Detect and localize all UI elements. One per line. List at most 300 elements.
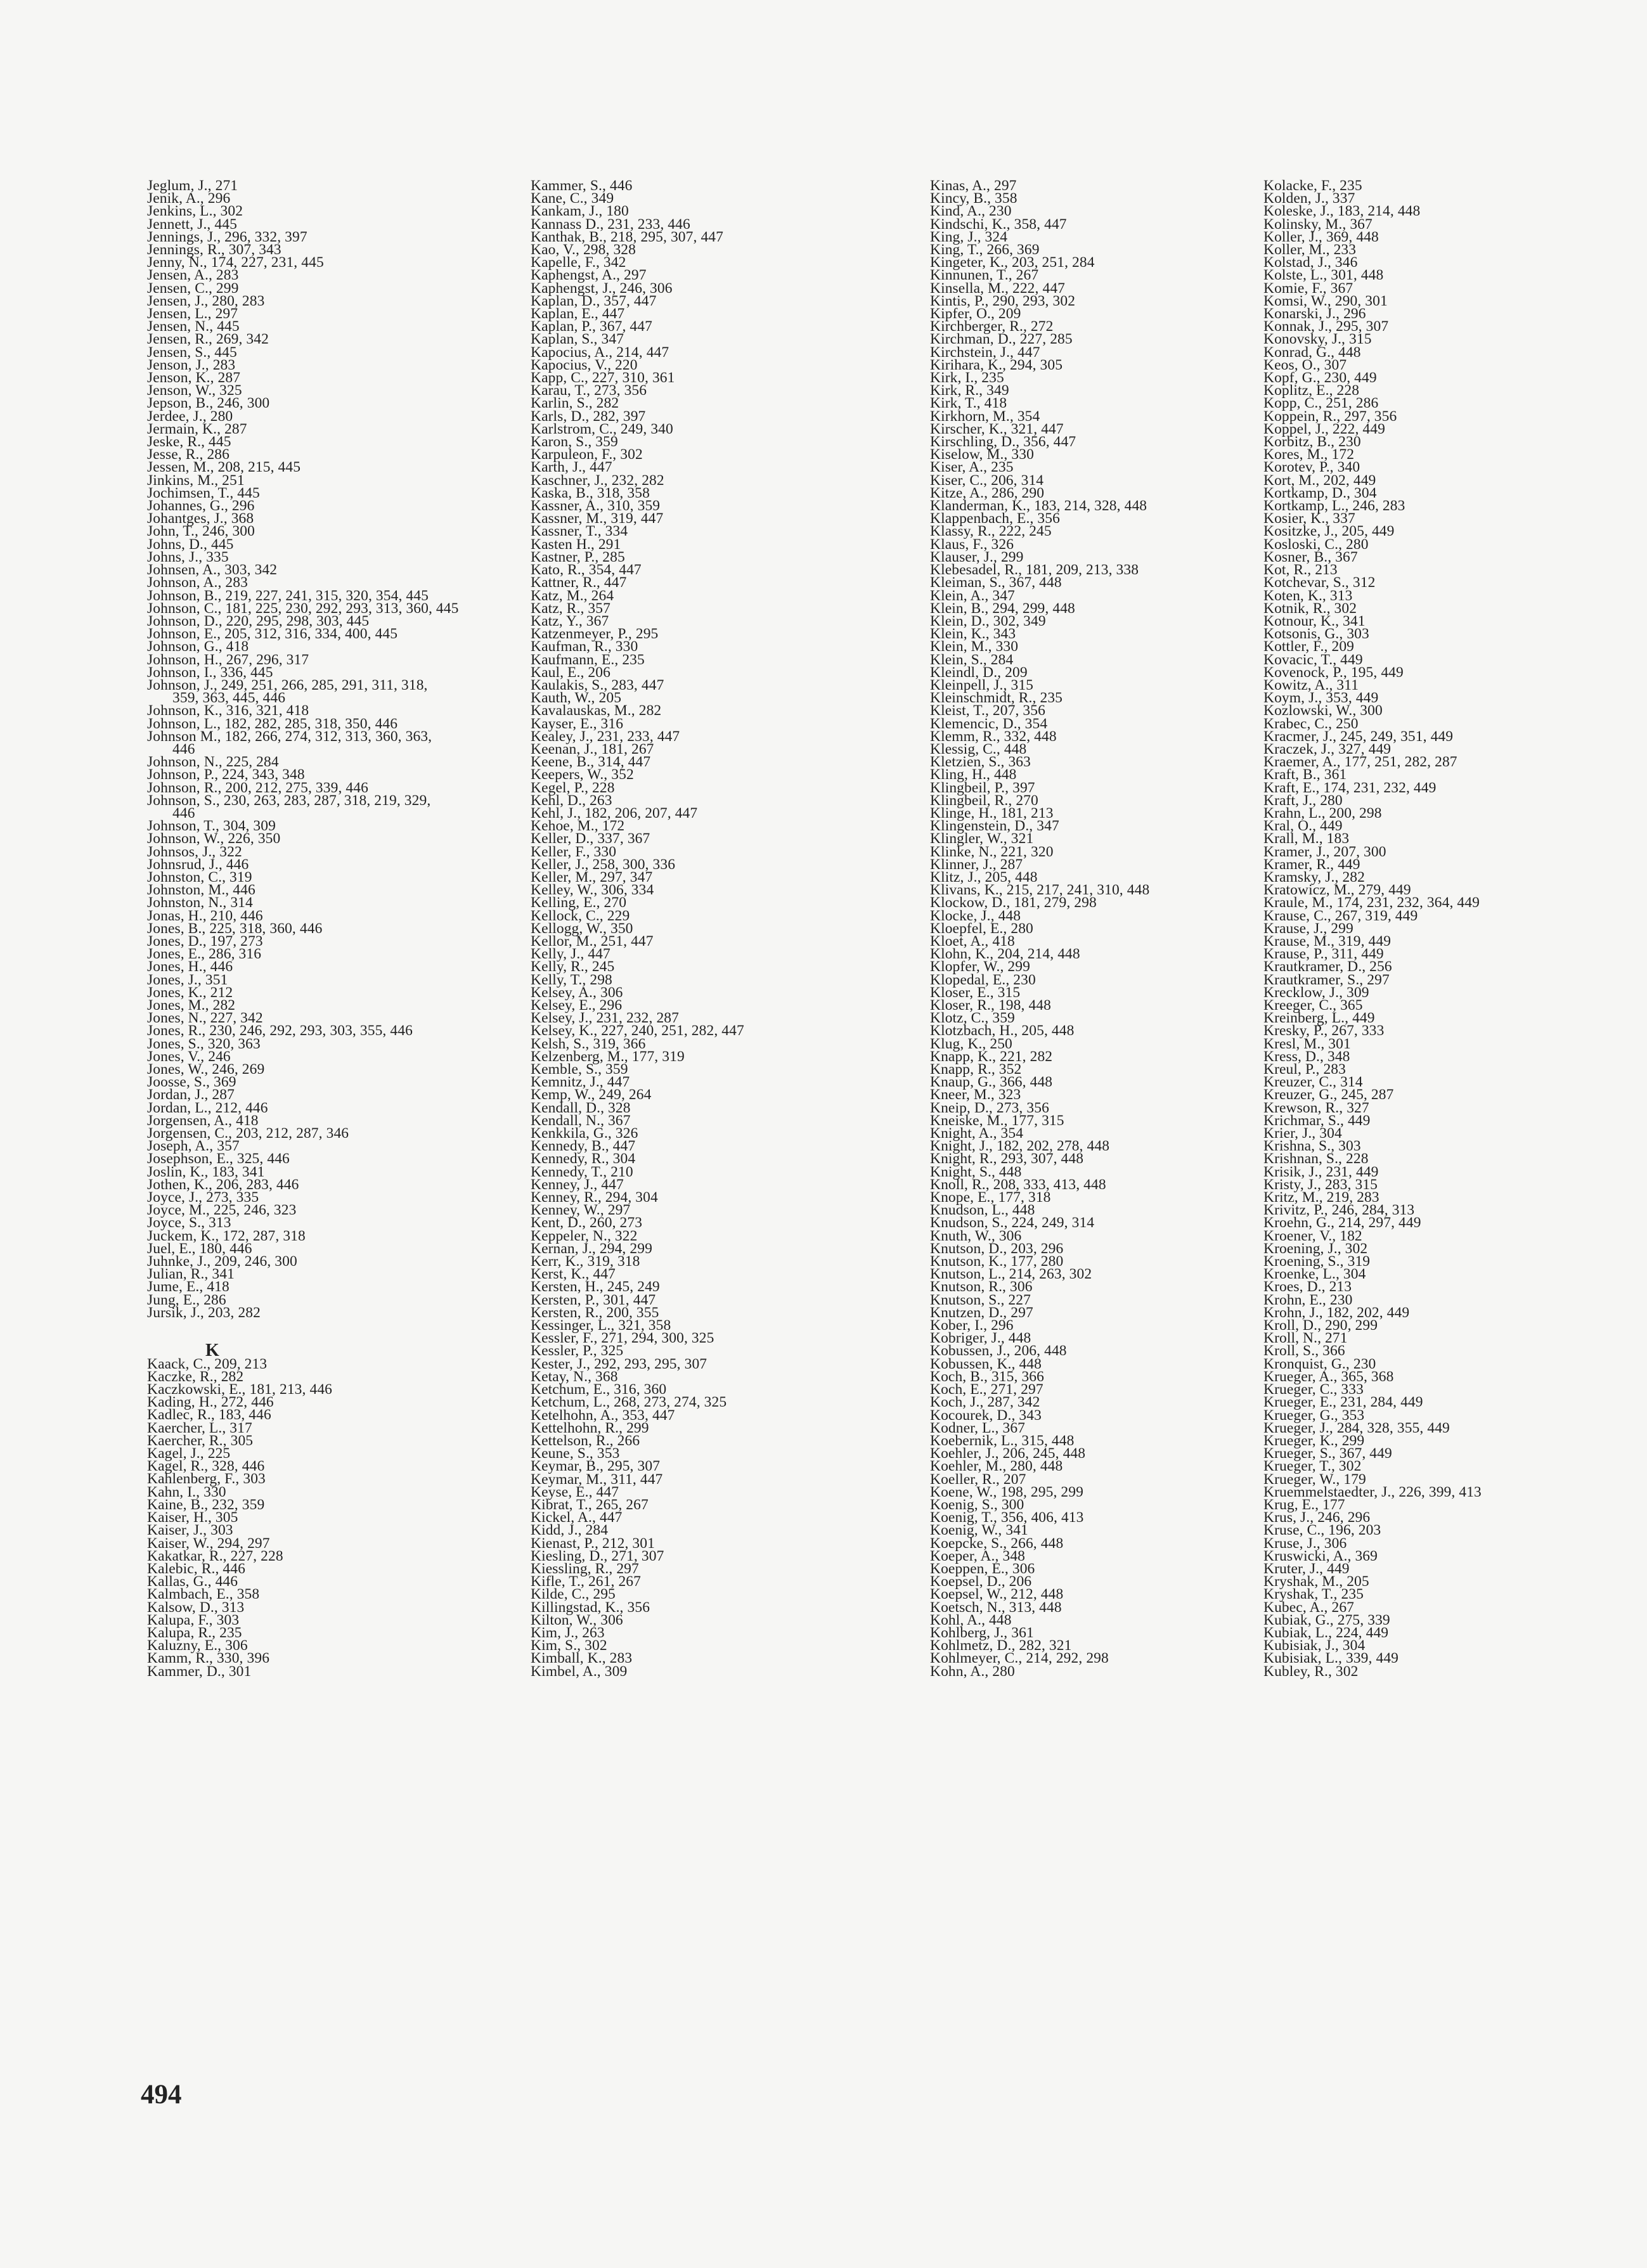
index-entry: Koch, E., 271, 297 (930, 1381, 1043, 1398)
index-entry: Jensen, L., 297 (147, 306, 238, 323)
index-entry: Kettelson, R., 266 (531, 1432, 640, 1449)
index-entry: Kositzke, J., 205, 449 (1263, 523, 1395, 540)
index-entry: Jerdee, J., 280 (147, 408, 233, 425)
index-entry: Johnson M., 182, 266, 274, 312, 313, 360, 363, (147, 728, 432, 745)
index-entry: Kiser, C., 206, 314 (930, 472, 1044, 489)
index-entry: Kapelle, F., 342 (531, 254, 626, 271)
index-entry: Kraule, M., 174, 231, 232, 364, 449 (1263, 894, 1480, 912)
index-entry: Killingstad, K., 356 (531, 1599, 650, 1616)
index-entry: Kramer, J., 207, 300 (1263, 843, 1386, 860)
index-entry: Kopp, C., 251, 286 (1263, 395, 1379, 412)
index-entry: Kraft, J., 280 (1263, 792, 1343, 809)
index-entry: Kopf, G., 230, 449 (1263, 370, 1377, 387)
index-entry: Kiselow, M., 330 (930, 446, 1034, 463)
index-entry: Krause, J., 299 (1263, 920, 1353, 937)
index-entry: Knight, A., 354 (930, 1125, 1024, 1142)
index-entry: Kolacke, F., 235 (1263, 177, 1362, 194)
index-entry: Knudson, S., 224, 249, 314 (930, 1215, 1095, 1232)
index-entry: Julian, R., 341 (147, 1266, 235, 1283)
index-entry: Koehler, M., 280, 448 (930, 1458, 1063, 1475)
index-entry: Keller, D., 337, 367 (531, 830, 650, 847)
index-entry: Kellock, C., 229 (531, 907, 630, 924)
index-entry: Krueger, W., 179 (1263, 1471, 1366, 1488)
index-entry: Koepsel, W., 212, 448 (930, 1586, 1064, 1603)
index-entry: Kahn, I., 330 (147, 1483, 226, 1500)
index-entry: Kohlmeyer, C., 214, 292, 298 (930, 1650, 1109, 1667)
index-entry: Kresky, P., 267, 333 (1263, 1022, 1385, 1040)
index-entry: Kubec, A., 267 (1263, 1599, 1355, 1616)
index-entry: Koenig, W., 341 (930, 1522, 1028, 1539)
index-entry: Kagel, R., 328, 446 (147, 1458, 265, 1475)
index-entry: Knaup, G., 366, 448 (930, 1074, 1053, 1091)
index-entry: Knutson, K., 177, 280 (930, 1253, 1064, 1270)
index-entry: Kloser, R., 198, 448 (930, 997, 1052, 1014)
index-entry: Keenan, J., 181, 267 (531, 740, 654, 757)
index-entry: Johnson, B., 219, 227, 241, 315, 320, 354, 445 (147, 587, 429, 604)
index-entry: Krug, E., 177 (1263, 1496, 1345, 1513)
index-entry: Kickel, A., 447 (531, 1509, 623, 1526)
index-entry: Jung, E., 286 (147, 1291, 226, 1308)
index-entry: Joyce, S., 313 (147, 1215, 231, 1232)
index-entry: Kapocius, A., 214, 447 (531, 344, 669, 361)
index-entry: Jochimsen, T., 445 (147, 484, 260, 501)
index-entry: Kohlberg, J., 361 (930, 1624, 1034, 1641)
index-entry: Koller, J., 369, 448 (1263, 228, 1379, 245)
index-entry: Jensen, J., 280, 283 (147, 292, 265, 309)
index-entry: Klocke, J., 448 (930, 907, 1021, 924)
index-entry: Kober, I., 296 (930, 1317, 1014, 1334)
index-entry: Komsi, W., 290, 301 (1263, 292, 1388, 309)
index-entry: Kneip, D., 273, 356 (930, 1099, 1049, 1116)
index-entry: Kaul, E., 206 (531, 664, 610, 681)
index-entry: Jones, K., 212 (147, 984, 233, 1001)
index-entry: Kerst, K., 447 (531, 1266, 616, 1283)
index-entry: Johnsrud, J., 446 (147, 856, 249, 873)
index-entry: Kelsey, K., 227, 240, 251, 282, 447 (531, 1022, 744, 1040)
index-entry: Kaplan, D., 357, 447 (531, 292, 657, 309)
index-entry: Knudson, L., 448 (930, 1202, 1035, 1219)
index-entry: Kagel, J., 225 (147, 1445, 231, 1462)
index-entry: Kilde, C., 295 (531, 1586, 616, 1603)
index-entry: Jenson, J., 283 (147, 356, 236, 373)
index-entry: Koten, K., 313 (1263, 587, 1353, 604)
index-entry: Kernan, J., 294, 299 (531, 1240, 652, 1257)
index-entry: Kotnik, R., 302 (1263, 600, 1357, 617)
index-entry: Kallas, G., 446 (147, 1573, 238, 1590)
index-entry: Kroes, D., 213 (1263, 1279, 1352, 1296)
index-entry: Koenig, T., 356, 406, 413 (930, 1509, 1084, 1526)
index-entry: Kosier, K., 337 (1263, 510, 1355, 527)
index-entry: Jones, N., 227, 342 (147, 1010, 263, 1027)
index-entry: Johnson, P., 224, 343, 348 (147, 766, 305, 783)
index-entry: Kosner, B., 367 (1263, 548, 1358, 565)
index-entry: Koeppen, E., 306 (930, 1560, 1035, 1577)
index-column-4 (1263, 179, 1628, 1678)
index-entry: Joosse, S., 369 (147, 1074, 236, 1091)
index-entry: Kessler, F., 271, 294, 300, 325 (531, 1330, 714, 1347)
index-entry: Kirchberger, R., 272 (930, 318, 1054, 335)
index-entry: Kemp, W., 249, 264 (531, 1086, 652, 1104)
index-entry: Kellor, M., 251, 447 (531, 932, 654, 950)
index-entry: Knapp, R., 352 (930, 1061, 1022, 1078)
index-entry: Kaiser, H., 305 (147, 1509, 238, 1526)
index-entry: Joyce, J., 273, 335 (147, 1189, 259, 1206)
index-entry: Kreul, P., 283 (1263, 1061, 1346, 1078)
index-entry: Keller, J., 258, 300, 336 (531, 856, 676, 873)
index-entry: Kratowicz, M., 279, 449 (1263, 882, 1411, 899)
index-entry: Jenik, A., 296 (147, 190, 231, 207)
index-entry: Jones, W., 246, 269 (147, 1061, 265, 1078)
index-entry: Korbitz, B., 230 (1263, 434, 1361, 451)
index-entry: Kirk, I., 235 (930, 370, 1004, 387)
index-entry: Krueger, K., 299 (1263, 1432, 1365, 1449)
index-entry: Jensen, R., 269, 342 (147, 331, 269, 348)
index-entry: Kelsh, S., 319, 366 (531, 1035, 646, 1052)
index-entry: Kiessling, R., 297 (531, 1560, 639, 1577)
index-entry: Kilton, W., 306 (531, 1611, 623, 1628)
index-entry: Kipfer, O., 209 (930, 306, 1021, 323)
index-entry: Kaulakis, S., 283, 447 (531, 676, 664, 693)
index-entry: Keepers, W., 352 (531, 766, 634, 783)
index-entry: Kelly, J., 447 (531, 946, 610, 963)
index-entry: Kidd, J., 284 (531, 1522, 609, 1539)
index-entry: Kenney, R., 294, 304 (531, 1189, 658, 1206)
index-entry: Jennings, R., 307, 343 (147, 242, 281, 259)
index-entry: Kemnitz, J., 447 (531, 1074, 630, 1091)
index-entry: Knutson, L., 214, 263, 302 (930, 1266, 1092, 1283)
index-entry: Knight, S., 448 (930, 1163, 1022, 1180)
index-entry: Kester, J., 292, 293, 295, 307 (531, 1355, 707, 1372)
index-entry: Kiser, A., 235 (930, 459, 1014, 476)
index-entry: Kubley, R., 302 (1263, 1663, 1359, 1680)
index-entry: Knutzen, D., 297 (930, 1304, 1033, 1321)
index-entry: Kavalauskas, M., 282 (531, 702, 662, 719)
index-entry: Kroll, S., 366 (1263, 1343, 1345, 1360)
index-entry: Krueger, T., 302 (1263, 1458, 1362, 1475)
index-entry: Kayser, E., 316 (531, 715, 624, 732)
index-entry: Kaack, C., 209, 213 (147, 1355, 268, 1372)
index-entry: Kiesling, D., 271, 307 (531, 1547, 664, 1564)
index-entry: Konovsky, J., 315 (1263, 331, 1372, 348)
index-column-2 (531, 179, 924, 1678)
index-entry: Kruswicki, A., 369 (1263, 1547, 1378, 1564)
index-entry: Kraft, E., 174, 231, 232, 449 (1263, 779, 1437, 796)
index-entry: Jennings, J., 296, 332, 397 (147, 228, 307, 245)
index-entry: Kehl, D., 263 (531, 792, 612, 809)
index-entry: Koch, J., 287, 342 (930, 1394, 1040, 1411)
blank-line (147, 1332, 515, 1344)
index-entry: Kohl, A., 448 (930, 1611, 1012, 1628)
index-entry: Katz, Y., 367 (531, 612, 609, 629)
index-entry: Klinge, H., 181, 213 (930, 804, 1054, 822)
index-entry: Jeske, R., 445 (147, 434, 231, 451)
index-entry: Krivitz, P., 246, 284, 313 (1263, 1202, 1415, 1219)
index-entry: Kirscher, K., 321, 447 (930, 420, 1064, 437)
index-entry: Kneer, M., 323 (930, 1086, 1021, 1104)
index-entry: Klessig, C., 448 (930, 740, 1027, 757)
index-entry: Juel, E., 180, 446 (147, 1240, 252, 1257)
index-entry: Kifle, T., 261, 267 (531, 1573, 641, 1590)
index-entry: King, J., 324 (930, 228, 1008, 245)
index-entry: Knoll, R., 208, 333, 413, 448 (930, 1176, 1106, 1193)
index-entry: Juckem, K., 172, 287, 318 (147, 1227, 306, 1244)
index-entry: Klug, K., 250 (930, 1035, 1012, 1052)
index-entry: Kubisiak, L., 339, 449 (1263, 1650, 1399, 1667)
index-entry: Kinsella, M., 222, 447 (930, 280, 1066, 297)
index-entry: Johnston, C., 319 (147, 868, 252, 886)
index-entry: Koepcke, S., 266, 448 (930, 1535, 1064, 1552)
index-entry: Kleiman, S., 367, 448 (930, 574, 1062, 591)
index-entry: King, T., 266, 369 (930, 242, 1040, 259)
index-entry: Karlin, S., 282 (531, 395, 619, 412)
index-entry: Kato, R., 354, 447 (531, 562, 642, 579)
index-entry: Jothen, K., 206, 283, 446 (147, 1176, 299, 1193)
index-entry: Kort, M., 202, 449 (1263, 472, 1376, 489)
index-entry: Jordan, L., 212, 446 (147, 1099, 268, 1116)
index-entry: Kolden, J., 337 (1263, 190, 1355, 207)
index-entry: Johnson, J., 249, 251, 266, 285, 291, 311, 318, (147, 676, 428, 693)
index-entry: Johns, J., 335 (147, 548, 229, 565)
index-entry: Klingler, W., 321 (930, 830, 1034, 847)
index-entry: Kneiske, M., 177, 315 (930, 1112, 1064, 1129)
index-entry: Kaercher, L., 317 (147, 1419, 252, 1436)
index-entry: Kim, S., 302 (531, 1637, 607, 1654)
index-entry: Kraft, B., 361 (1263, 766, 1347, 783)
index-entry: Jenkins, L., 302 (147, 203, 243, 220)
index-entry: Kleindl, D., 209 (930, 664, 1028, 681)
index-entry: Kolstad, J., 346 (1263, 254, 1358, 271)
index-entry: Krueger, C., 333 (1263, 1381, 1364, 1398)
index-entry: Krueger, G., 353 (1263, 1407, 1365, 1424)
index-entry: Kohn, A., 280 (930, 1663, 1015, 1680)
index-entry: Juhnke, J., 209, 246, 300 (147, 1253, 297, 1270)
index-entry: Keller, M., 297, 347 (531, 868, 653, 886)
index-entry: Kent, D., 260, 273 (531, 1215, 643, 1232)
index-entry: Johnson, N., 225, 284 (147, 754, 279, 771)
index-entry: Konnak, J., 295, 307 (1263, 318, 1389, 335)
index-entry: Jume, E., 418 (147, 1279, 229, 1296)
index-entry: Kroll, D., 290, 299 (1263, 1317, 1378, 1334)
index-entry: Kaska, B., 318, 358 (531, 484, 650, 501)
index-entry: Kaufmann, E., 235 (531, 651, 645, 668)
index-entry: Jones, H., 446 (147, 958, 233, 976)
index-entry: Kleinpell, J., 315 (930, 676, 1034, 693)
index-entry: Komie, F., 367 (1263, 280, 1353, 297)
index-entry: Johnson, T., 304, 309 (147, 818, 276, 835)
index-entry: Jones, R., 230, 246, 292, 293, 303, 355, 446 (147, 1022, 413, 1040)
index-entry: Keos, O., 307 (1263, 356, 1347, 373)
index-entry: Johnson, L., 182, 282, 285, 318, 350, 446 (147, 715, 398, 732)
index-entry: Koym, J., 353, 449 (1263, 690, 1379, 707)
index-entry: Kalmbach, E., 358 (147, 1586, 260, 1603)
index-entry: Kind, A., 230 (930, 203, 1012, 220)
index-entry: Kehoe, M., 172 (531, 818, 625, 835)
index-entry: Joseph, A., 357 (147, 1138, 240, 1155)
index-entry: Kozlowski, W., 300 (1263, 702, 1383, 719)
index-entry: Kraczek, J., 327, 449 (1263, 740, 1392, 757)
index-entry: Jinkins, M., 251 (147, 472, 245, 489)
index-entry: Klinner, J., 287 (930, 856, 1023, 873)
index-entry: Ketay, N., 368 (531, 1368, 618, 1385)
index-entry: Kendall, N., 367 (531, 1112, 631, 1129)
index-entry: Kracmer, J., 245, 249, 351, 449 (1263, 728, 1454, 745)
index-entry: Krueger, S., 367, 449 (1263, 1445, 1392, 1462)
index-entry-continuation: 446 (172, 740, 195, 757)
index-entry: Klanderman, K., 183, 214, 328, 448 (930, 498, 1147, 515)
index-entry: Krohn, J., 182, 202, 449 (1263, 1304, 1410, 1321)
index-entry: Klotz, C., 359 (930, 1010, 1015, 1027)
index-entry: Kotchevar, S., 312 (1263, 574, 1376, 591)
index-entry: Klaus, F., 326 (930, 536, 1014, 553)
index-entry: Krahn, L., 200, 298 (1263, 804, 1382, 822)
index-entry: Kading, H., 272, 446 (147, 1394, 274, 1411)
index-entry: Kraemer, A., 177, 251, 282, 287 (1263, 754, 1457, 771)
index-entry: Kaphengst, J., 246, 306 (531, 280, 673, 297)
index-entry: Jepson, B., 246, 300 (147, 395, 270, 412)
index-entry: Krishnan, S., 228 (1263, 1150, 1369, 1168)
index-entry: Karth, J., 447 (531, 459, 612, 476)
index-entry: Kehl, J., 182, 206, 207, 447 (531, 804, 698, 822)
index-entry: Johnsos, J., 322 (147, 843, 242, 860)
index-entry: Katzenmeyer, P., 295 (531, 626, 659, 643)
index-entry: Klohn, K., 204, 214, 448 (930, 946, 1080, 963)
index-entry: Kreuzer, C., 314 (1263, 1074, 1363, 1091)
index-entry: Klopfer, W., 299 (930, 958, 1030, 976)
index-entry: Jursik, J., 203, 282 (147, 1304, 261, 1321)
index-entry: Ketchum, E., 316, 360 (531, 1381, 667, 1398)
index-entry: Kress, D., 348 (1263, 1048, 1350, 1065)
index-entry: Kamm, R., 330, 396 (147, 1650, 270, 1667)
index-entry: Kattner, R., 447 (531, 574, 627, 591)
index-entry: Kubiak, G., 275, 339 (1263, 1611, 1390, 1628)
index-entry: Kersten, P., 301, 447 (531, 1291, 656, 1308)
index-entry: Koch, B., 315, 366 (930, 1368, 1045, 1385)
index-entry: Kristy, J., 283, 315 (1263, 1176, 1378, 1193)
index-entry: Jones, S., 320, 363 (147, 1035, 261, 1052)
index-entry: Kelly, R., 245 (531, 958, 615, 976)
index-entry: Konarski, J., 296 (1263, 306, 1366, 323)
index-entry: Krueger, A., 365, 368 (1263, 1368, 1394, 1385)
index-entry: Koller, M., 233 (1263, 242, 1357, 259)
index-entry: Klein, K., 343 (930, 626, 1016, 643)
index-entry: Kastner, P., 285 (531, 548, 625, 565)
index-entry: Krishna, S., 303 (1263, 1138, 1361, 1155)
index-entry: Krecklow, J., 309 (1263, 984, 1369, 1001)
index-entry: Knutson, S., 227 (930, 1291, 1031, 1308)
index-entry: Jennett, J., 445 (147, 216, 237, 233)
index-entry: Kanthak, B., 218, 295, 307, 447 (531, 228, 724, 245)
index-entry: Jensen, S., 445 (147, 344, 237, 361)
index-entry: Kersten, H., 245, 249 (531, 1279, 660, 1296)
index-entry: Kalupa, R., 235 (147, 1624, 242, 1641)
index-entry: Kryshak, T., 235 (1263, 1586, 1364, 1603)
index-entry: Kirschling, D., 356, 447 (930, 434, 1076, 451)
index-entry: Johnson, S., 230, 263, 283, 287, 318, 219, 329, (147, 792, 431, 809)
index-entry: Kaine, B., 232, 359 (147, 1496, 265, 1513)
index-entry: Johns, D., 445 (147, 536, 234, 553)
index-entry: Kosloski, C., 280 (1263, 536, 1369, 553)
index-entry: Kelley, W., 306, 334 (531, 882, 654, 899)
index-entry: Joslin, K., 183, 341 (147, 1163, 265, 1180)
index-entry: Kortkamp, L., 246, 283 (1263, 498, 1405, 515)
index-entry: Kankam, J., 180 (531, 203, 629, 220)
index-entry: Johnston, N., 314 (147, 894, 253, 912)
index-entry: Kincy, B., 358 (930, 190, 1017, 207)
index-entry: Klingbeil, R., 270 (930, 792, 1038, 809)
index-entry: Krause, P., 311, 449 (1263, 946, 1384, 963)
index-entry: Johannes, G., 296 (147, 498, 255, 515)
index-entry: Kotsonis, G., 303 (1263, 626, 1369, 643)
index-entry: Keller, F., 330 (531, 843, 617, 860)
index-entry: Kroening, J., 302 (1263, 1240, 1368, 1257)
index-entry: Kelly, T., 298 (531, 971, 612, 988)
index-entry: Kelling, E., 270 (531, 894, 627, 912)
index-entry: Knight, J., 182, 202, 278, 448 (930, 1138, 1110, 1155)
index-entry: Kenney, J., 447 (531, 1176, 624, 1193)
index-entry: Kelsey, E., 296 (531, 997, 623, 1014)
section-letter-heading: K (205, 1341, 219, 1361)
index-entry: Kloepfel, E., 280 (930, 920, 1033, 937)
index-entry: Kramer, R., 449 (1263, 856, 1360, 873)
index-entry: Jenson, K., 287 (147, 370, 241, 387)
index-entry: Kobussen, K., 448 (930, 1355, 1042, 1372)
index-entry: Ketchum, L., 268, 273, 274, 325 (531, 1394, 727, 1411)
page-number: 494 (141, 2080, 182, 2110)
index-entry: Klinke, N., 221, 320 (930, 843, 1054, 860)
index-entry: Kleinschmidt, R., 235 (930, 690, 1063, 707)
index-entry: Kegel, P., 228 (531, 779, 615, 796)
index-entry: Kendall, D., 328 (531, 1099, 631, 1116)
index-entry: Kotnour, K., 341 (1263, 612, 1366, 629)
index-entry: Kloser, E., 315 (930, 984, 1021, 1001)
index-entry: Kassner, A., 310, 359 (531, 498, 661, 515)
index-entry: Kaercher, R., 305 (147, 1432, 254, 1449)
index-entry: Kannass D., 231, 233, 446 (531, 216, 690, 233)
index-entry: Kirihara, K., 294, 305 (930, 356, 1063, 373)
index-entry: Kaufman, R., 330 (531, 638, 638, 655)
index-entry: Kersten, R., 200, 355 (531, 1304, 659, 1321)
index-entry: Kortkamp, D., 304 (1263, 484, 1377, 501)
index-entry: Kindschi, K., 358, 447 (930, 216, 1067, 233)
index-entry: Kettelhohn, R., 299 (531, 1419, 649, 1436)
index-entry: Kingeter, K., 203, 251, 284 (930, 254, 1095, 271)
index-entry: Kruter, J., 449 (1263, 1560, 1350, 1577)
index-entry: Klein, B., 294, 299, 448 (930, 600, 1075, 617)
index-entry: Keene, B., 314, 447 (531, 754, 651, 771)
index-entry: Klappenbach, E., 356 (930, 510, 1060, 527)
index-entry: Jeglum, J., 271 (147, 177, 238, 194)
index-entry: Jones, V., 246 (147, 1048, 231, 1065)
index-entry: Katz, M., 264 (531, 587, 614, 604)
index-entry: Kimbel, A., 309 (531, 1663, 628, 1680)
index-entry: Johnson, K., 316, 321, 418 (147, 702, 309, 719)
index-entry: Krautkramer, D., 256 (1263, 958, 1392, 976)
index-entry: Kruse, J., 306 (1263, 1535, 1347, 1552)
index-entry: Kubiak, L., 224, 449 (1263, 1624, 1389, 1641)
index-entry: Kirchman, D., 227, 285 (930, 331, 1073, 348)
index-entry: Kling, H., 448 (930, 766, 1017, 783)
index-entry: Karpuleon, F., 302 (531, 446, 643, 463)
index-entry: Kovenock, P., 195, 449 (1263, 664, 1404, 681)
index-entry: Krause, M., 319, 449 (1263, 932, 1392, 950)
index-entry: Kletzien, S., 363 (930, 754, 1031, 771)
index-entry: Kreuzer, G., 245, 287 (1263, 1086, 1394, 1104)
index-entry: Jermain, K., 287 (147, 420, 247, 437)
index-entry: Kinnunen, T., 267 (930, 267, 1039, 284)
index-entry: Kinas, A., 297 (930, 177, 1017, 194)
index-entry: Kreeger, C., 365 (1263, 997, 1363, 1014)
index-entry: Kreinberg, L., 449 (1263, 1010, 1375, 1027)
